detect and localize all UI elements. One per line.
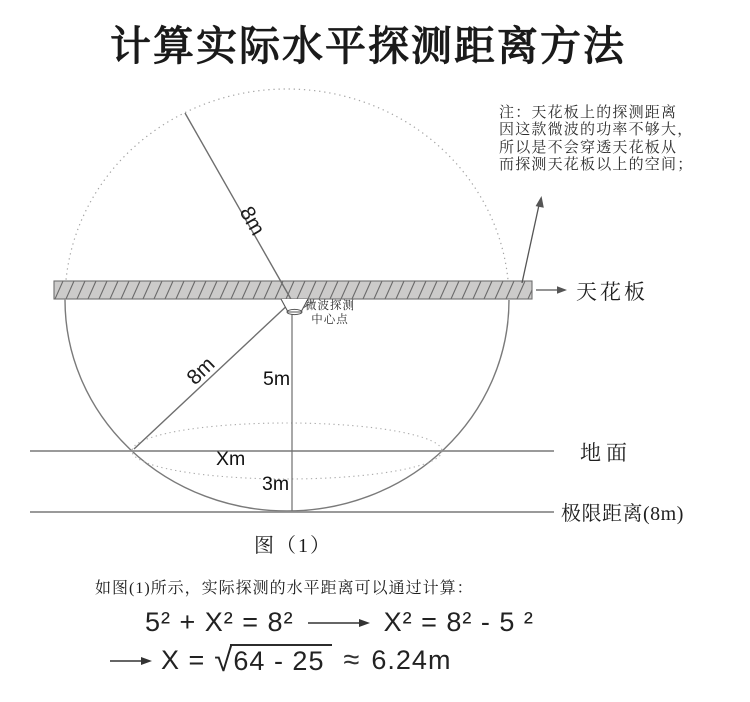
ceiling-bar-hatch bbox=[54, 281, 532, 299]
ceiling-arrow-icon bbox=[536, 286, 567, 293]
limit-distance-label: 极限距离(8m) bbox=[561, 503, 684, 525]
formula1-left: 5² + X² = 8² bbox=[145, 607, 294, 637]
formula-line-2 bbox=[110, 641, 452, 678]
note-text bbox=[499, 105, 745, 174]
horizontal-distance-label: Xm bbox=[216, 448, 246, 470]
right-arrow-icon bbox=[110, 655, 152, 667]
right-arrow-icon bbox=[308, 617, 370, 629]
page-title: 计算实际水平探测距离方法 bbox=[110, 23, 626, 69]
formula2-lhs: X = bbox=[161, 645, 206, 675]
note-line: 因这款微波的功率不够大， bbox=[499, 122, 694, 139]
height-above-ground-label: 5m bbox=[263, 368, 291, 390]
sensor-center-label bbox=[305, 300, 355, 327]
radical-sign: √ bbox=[214, 641, 234, 678]
radius-line-upper bbox=[185, 113, 292, 301]
height-below-ground-label: 3m bbox=[262, 473, 290, 495]
note-arrow-icon bbox=[522, 196, 544, 283]
sensor-cup bbox=[281, 299, 308, 312]
ceiling-label: 天花板 bbox=[576, 280, 648, 304]
formula2-result: 6.24m bbox=[371, 645, 452, 675]
note-line: 而探测天花板以上的空间； bbox=[499, 156, 694, 173]
sensor-label-line2: 中心点 bbox=[311, 313, 349, 326]
note-line: 注：天花板上的探测距离 bbox=[499, 105, 678, 121]
sensor-label-line1: 微波探测 bbox=[305, 300, 355, 312]
radius-upper-label: 8m bbox=[234, 202, 270, 240]
note-line: 所以是不会穿透天花板从 bbox=[499, 139, 678, 156]
radicand: 64 - 25 bbox=[230, 644, 332, 677]
radius-lower-label: 8m bbox=[182, 352, 220, 390]
ground-label: 地面 bbox=[580, 441, 632, 465]
formula-line-1 bbox=[145, 607, 534, 638]
square-root-expression bbox=[214, 641, 332, 678]
approx-symbol: ≈ bbox=[343, 644, 361, 676]
intro-text: 如图(1)所示，实际探测的水平距离可以通过计算： bbox=[95, 580, 474, 597]
sphere-upper-dotted-arc bbox=[65, 89, 509, 300]
formula1-right: X² = 8² - 5 ² bbox=[383, 607, 534, 637]
figure-caption: 图（1） bbox=[254, 535, 332, 557]
